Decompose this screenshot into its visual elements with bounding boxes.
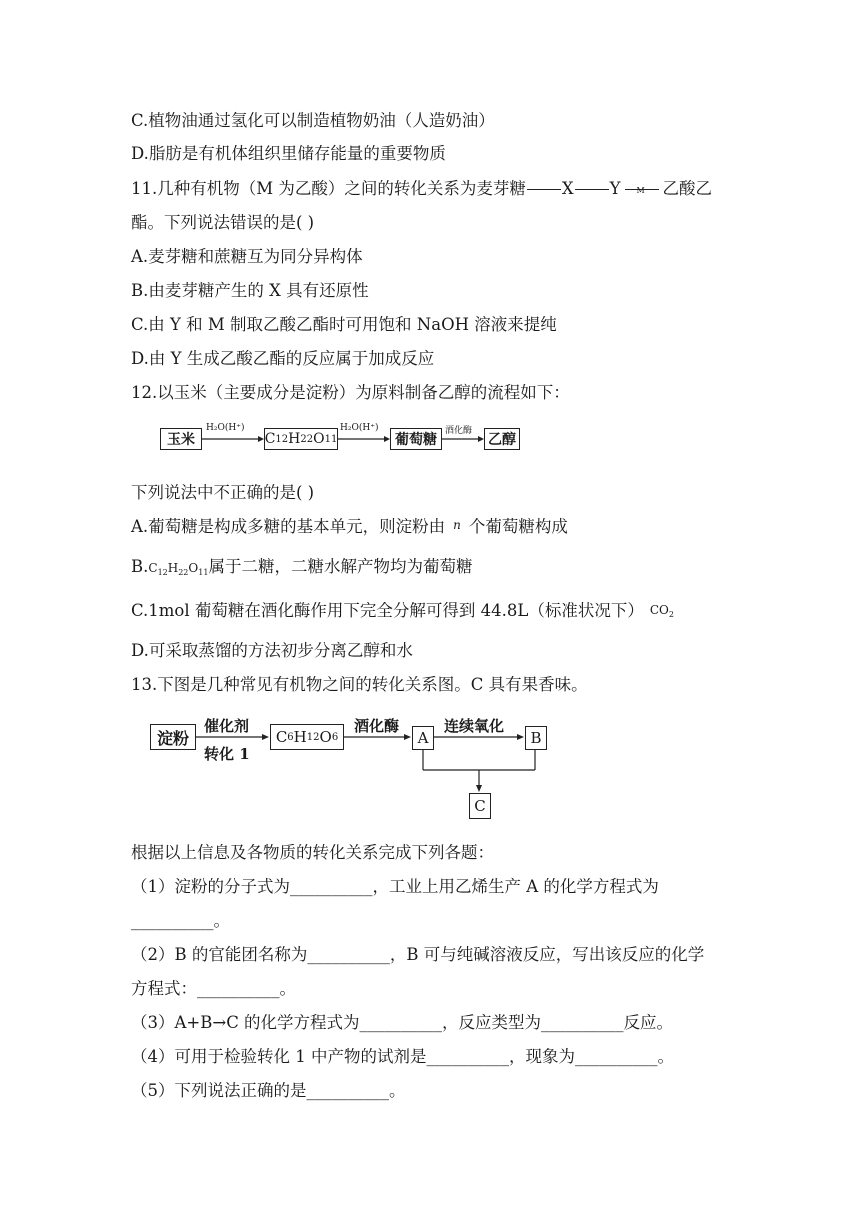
arrow-icon xyxy=(527,189,561,190)
option-c-plant-oil: C.植物油通过氢化可以制造植物奶油（人造奶油） xyxy=(131,111,495,130)
variable-n: n xyxy=(453,518,461,532)
organic-conversion-diagram xyxy=(148,712,558,822)
arrow1-label: H₂O(H⁺) xyxy=(206,423,245,433)
arrow-icon xyxy=(575,189,609,190)
arrow3-label: 酒化酶 xyxy=(445,426,473,436)
q12-option-d: D.可采取蒸馏的方法初步分离乙醇和水 xyxy=(131,641,413,660)
arrow3-label: 连续氧化 xyxy=(444,717,505,735)
arrow1-top-label: 催化剂 xyxy=(204,717,250,735)
question-13-stem: 13.下图是几种常见有机物之间的转化关系图。C 具有果香味。 xyxy=(131,675,588,694)
q11-end: 乙酸乙 xyxy=(662,179,713,198)
diagram-box-c6h12o6: C 6 H 12 O 6 xyxy=(270,724,344,750)
q13-part-4: （4）可用于检验转化 1 中产物的试剂是__________，现象为__________。 xyxy=(131,1047,674,1066)
q13-part-2-cont: 方程式：__________。 xyxy=(131,979,296,998)
question-11-stem-cont: 酯。下列说法错误的是( ) xyxy=(131,213,315,232)
q11-x: X xyxy=(561,179,574,198)
q12-option-b: $B.C_{12}H_{22}O_{11}$属于二糖，二糖水解产物均为葡萄糖 xyxy=(131,557,473,577)
corn-ethanol-flowchart xyxy=(160,420,520,454)
flow-box-corn: 玉米 xyxy=(160,428,202,450)
diagram-box-a: A xyxy=(412,726,434,750)
q11-y: Y xyxy=(609,179,621,198)
diagram-box-b: B xyxy=(525,726,547,750)
q12-ask: 下列说法中不正确的是( ) xyxy=(131,483,315,502)
arrow1-bottom-label: 转化 1 xyxy=(204,745,250,763)
question-11-stem xyxy=(131,178,712,200)
q11-option-a: A.麦芽糖和蔗糖互为同分异构体 xyxy=(131,247,363,266)
q11-m-label: M xyxy=(636,186,645,195)
question-12-stem: 12.以玉米（主要成分是淀粉）为原料制备乙醇的流程如下： xyxy=(131,383,570,402)
diagram-box-starch: 淀粉 xyxy=(150,724,196,750)
option-d-fat: D.脂肪是有机体组织里储存能量的重要物质 xyxy=(131,144,446,163)
q12-option-c: C.1mol 葡萄糖在酒化酶作用下完全分解可得到 44.8L（标准状况下） $CO_2$ xyxy=(131,601,674,620)
formula-co2: $CO_2$ xyxy=(649,603,674,619)
q13-part-3: （3）A+B→C 的化学方程式为__________，反应类型为__________反应。 xyxy=(131,1013,674,1032)
q13-part-1-cont: __________。 xyxy=(131,911,230,930)
arrow2-label: 酒化酶 xyxy=(354,717,400,735)
formula-c12h22o11: $C_{12}H_{22}O_{11}$ xyxy=(148,561,209,577)
q13-part-2: （2）B 的官能团名称为__________，B 可与纯碱溶液反应，写出该反应的化学 xyxy=(131,945,705,964)
q11-text: 11.几种有机物（M 为乙酸）之间的转化关系为麦芽糖 xyxy=(131,179,526,198)
flow-box-glucose: 葡萄糖 xyxy=(390,428,442,450)
q13-part-1: （1）淀粉的分子式为__________，工业上用乙烯生产 A 的化学方程式为 xyxy=(131,877,659,896)
q11-option-c: C.由 Y 和 M 制取乙酸乙酯时可用饱和 NaOH 溶液来提纯 xyxy=(131,315,557,334)
q13-part-5: （5）下列说法正确的是__________。 xyxy=(131,1081,406,1100)
q12-option-a: A.葡萄糖是构成多糖的基本单元，则淀粉由 n 个葡萄糖构成 xyxy=(131,517,568,536)
q11-option-d: D.由 Y 生成乙酸乙酯的反应属于加成反应 xyxy=(131,349,435,368)
flow-box-ethanol: 乙醇 xyxy=(484,428,520,450)
q11-option-b: B.由麦芽糖产生的 X 具有还原性 xyxy=(131,281,369,300)
diagram-box-c: C xyxy=(469,793,491,819)
arrow-with-label-icon xyxy=(625,186,659,195)
arrow2-label: H₂O(H⁺) xyxy=(340,423,379,433)
flow-box-c12h22o11: C 12 H 22 O 11 xyxy=(264,428,338,450)
q13-intro: 根据以上信息及各物质的转化关系完成下列各题： xyxy=(131,843,494,862)
